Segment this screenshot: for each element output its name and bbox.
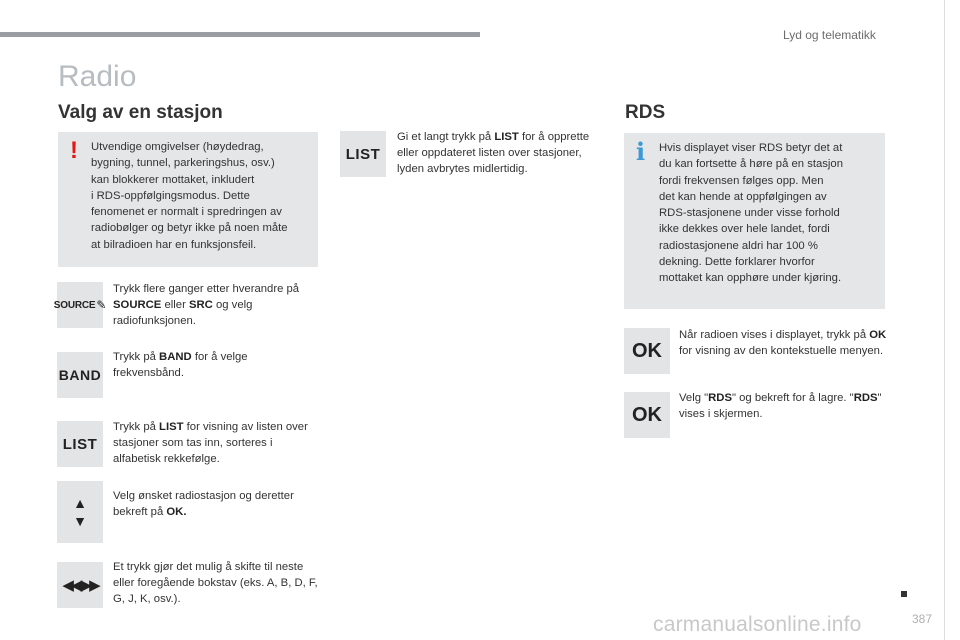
ok-button-icon-2: OK xyxy=(624,392,670,438)
info-line: fordi frekvensen følges opp. Men xyxy=(659,174,824,187)
up-down-arrows-icon xyxy=(57,481,103,543)
info-line: det kan hende at oppfølgingen av xyxy=(659,190,827,203)
ok-button-icon: OK xyxy=(624,328,670,374)
info-line: du kan fortsette å høre på en stasjon xyxy=(659,158,843,171)
watermark: carmanualsonline.info xyxy=(653,613,862,636)
rds-heading: RDS xyxy=(625,102,666,123)
info-line: radiostasjonene aldri har 100 % xyxy=(659,239,818,252)
band-button-icon: BAND xyxy=(57,352,103,398)
info-line: mottaket kan opphøre under kjøring. xyxy=(659,272,842,285)
step-seek-text: Et trykk gjør det mulig å skifte til neste eller foregående bokstav (eks. A, B, D, F, G, J, K, osv.). xyxy=(113,561,318,605)
longpress-list-text: Gi et langt trykk på LIST for å opprette eller oppdateret listen over stasjoner, lyden avbrytes midlertidig. xyxy=(397,131,590,175)
warning-line: bygning, tunnel, parkeringshus, osv.) xyxy=(91,157,275,170)
arrow-down-icon: ▼ xyxy=(73,513,87,529)
step-select-text: Velg ønsket radiostasjon og deretter bekreft på OK. xyxy=(113,490,294,518)
warning-line: at bilradioen har en funksjonsfeil. xyxy=(91,238,257,251)
info-line: dekning. Dette forklarer hvorfor xyxy=(659,256,815,269)
info-line: RDS-stasjonene under visse forhold xyxy=(659,207,840,220)
valg-heading: Valg av en stasjon xyxy=(58,102,223,123)
list-button-icon: LIST xyxy=(57,421,103,467)
end-marker xyxy=(901,591,907,597)
info-note xyxy=(624,133,885,309)
rds-step-select-text: Velg "RDS" og bekreft for å lagre. "RDS" vises i skjermen. xyxy=(679,392,882,420)
step-list-text: Trykk på LIST for visning av listen over stasjoner som tas inn, sorteres i alfabetisk rekkefølge. xyxy=(113,421,308,465)
arrow-up-icon: ▲ xyxy=(73,495,87,511)
page-title: Radio xyxy=(58,60,137,93)
warning-note xyxy=(58,132,318,267)
section-header: Lyd og telematikk xyxy=(783,28,876,42)
warning-line: i RDS-oppfølgingsmodus. Dette xyxy=(91,189,250,202)
info-line: Hvis displayet viser RDS betyr det at xyxy=(659,142,843,154)
warning-icon: ! xyxy=(70,137,78,164)
info-icon: i xyxy=(636,137,646,166)
page-number: 387 xyxy=(912,612,933,626)
warning-line: Utvendige omgivelser (høydedrag, xyxy=(91,141,264,153)
step-band-text: Trykk på BAND for å velge frekvensbånd. xyxy=(113,351,248,379)
rds-step-ok-text: Når radioen vises i displayet, trykk på OK for visning av den kontekstuelle menyen. xyxy=(679,329,887,357)
top-accent-bar xyxy=(0,32,480,37)
info-line: ikke dekkes over hele landet, fordi xyxy=(659,223,830,236)
warning-line: radiobølger og betyr ikke på noen måte xyxy=(91,222,288,235)
seek-arrows-icon: ◀◀ ▶▶ xyxy=(57,562,103,608)
warning-line: fenomenet er normalt i spredringen av xyxy=(91,206,282,219)
page-edge-rule xyxy=(944,0,945,640)
warning-line: kan blokkerer mottaket, inkludert xyxy=(91,173,255,186)
step-source-text: Trykk flere ganger etter hverandre på SOURCE eller SRC og velg radiofunksjonen. xyxy=(113,283,300,327)
pencil-icon: ✎ xyxy=(96,298,107,312)
list-longpress-button-icon: LIST xyxy=(340,131,386,177)
source-button-icon: SOURCE ✎ xyxy=(57,282,103,328)
